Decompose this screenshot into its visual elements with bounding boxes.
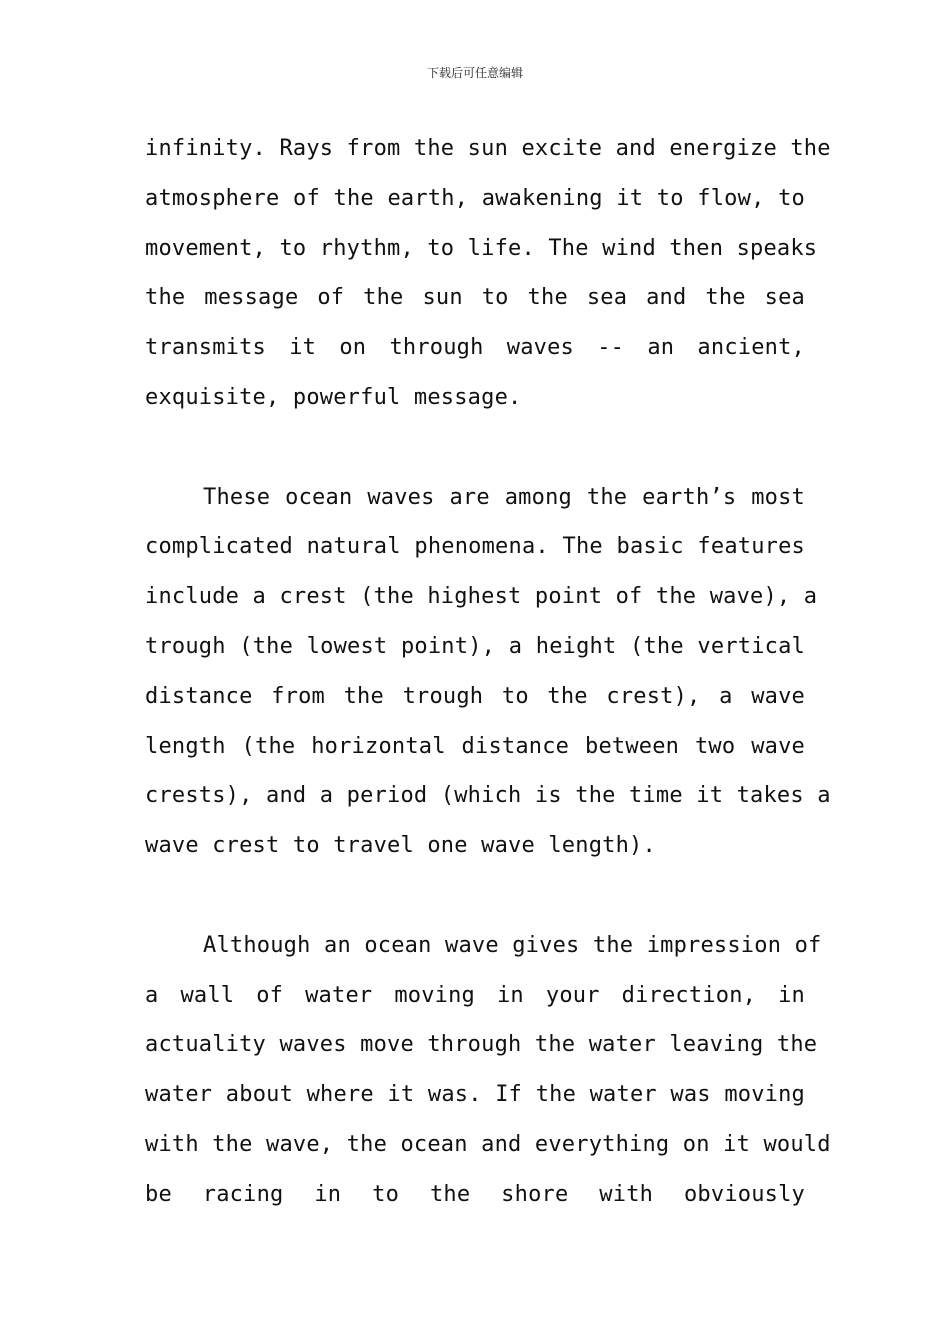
text-line: water about where it was. If the water was moving (145, 1082, 805, 1108)
text-line: transmits it on through waves -- an ancient, (145, 335, 805, 361)
text-line: crests), and a period (which is the time it takes a (145, 783, 831, 809)
text-line: Although an ocean wave gives the impression of (203, 932, 822, 958)
text-line: atmosphere of the earth, awakening it to flow, to (145, 185, 805, 211)
text-line: include a crest (the highest point of the wave), a (145, 584, 818, 610)
paragraph (145, 926, 831, 1225)
text-line: trough (the lowest point), a height (the vertical (145, 633, 805, 659)
text-line: length (the horizontal distance between two wave (145, 733, 805, 759)
paragraph-gap (145, 428, 805, 478)
text-line: movement, to rhythm, to life. The wind then speaks (145, 235, 818, 261)
document-body (145, 129, 831, 1225)
text-line: These ocean waves are among the earth’s most (203, 484, 805, 510)
text-line: a wall of water moving in your direction, in (145, 982, 805, 1008)
paragraph (145, 478, 831, 876)
text-line: complicated natural phenomena. The basic features (145, 534, 805, 560)
text-line: infinity. Rays from the sun excite and energize the (145, 136, 831, 161)
text-line: be racing in to the shore with obviously (145, 1181, 805, 1207)
text-line: distance from the trough to the crest), a wave (145, 683, 805, 709)
text-line: actuality waves move through the water leaving the (145, 1032, 818, 1058)
text-line: exquisite, powerful message. (145, 384, 522, 410)
page-header: 下载后可任意编辑 (426, 66, 523, 80)
text-line: wave crest to travel one wave length). (145, 833, 656, 859)
text-line: the message of the sun to the sea and the sea (145, 285, 805, 311)
paragraph-gap (145, 876, 805, 926)
paragraph (145, 129, 831, 428)
text-line: with the wave, the ocean and everything on it would (145, 1131, 831, 1157)
